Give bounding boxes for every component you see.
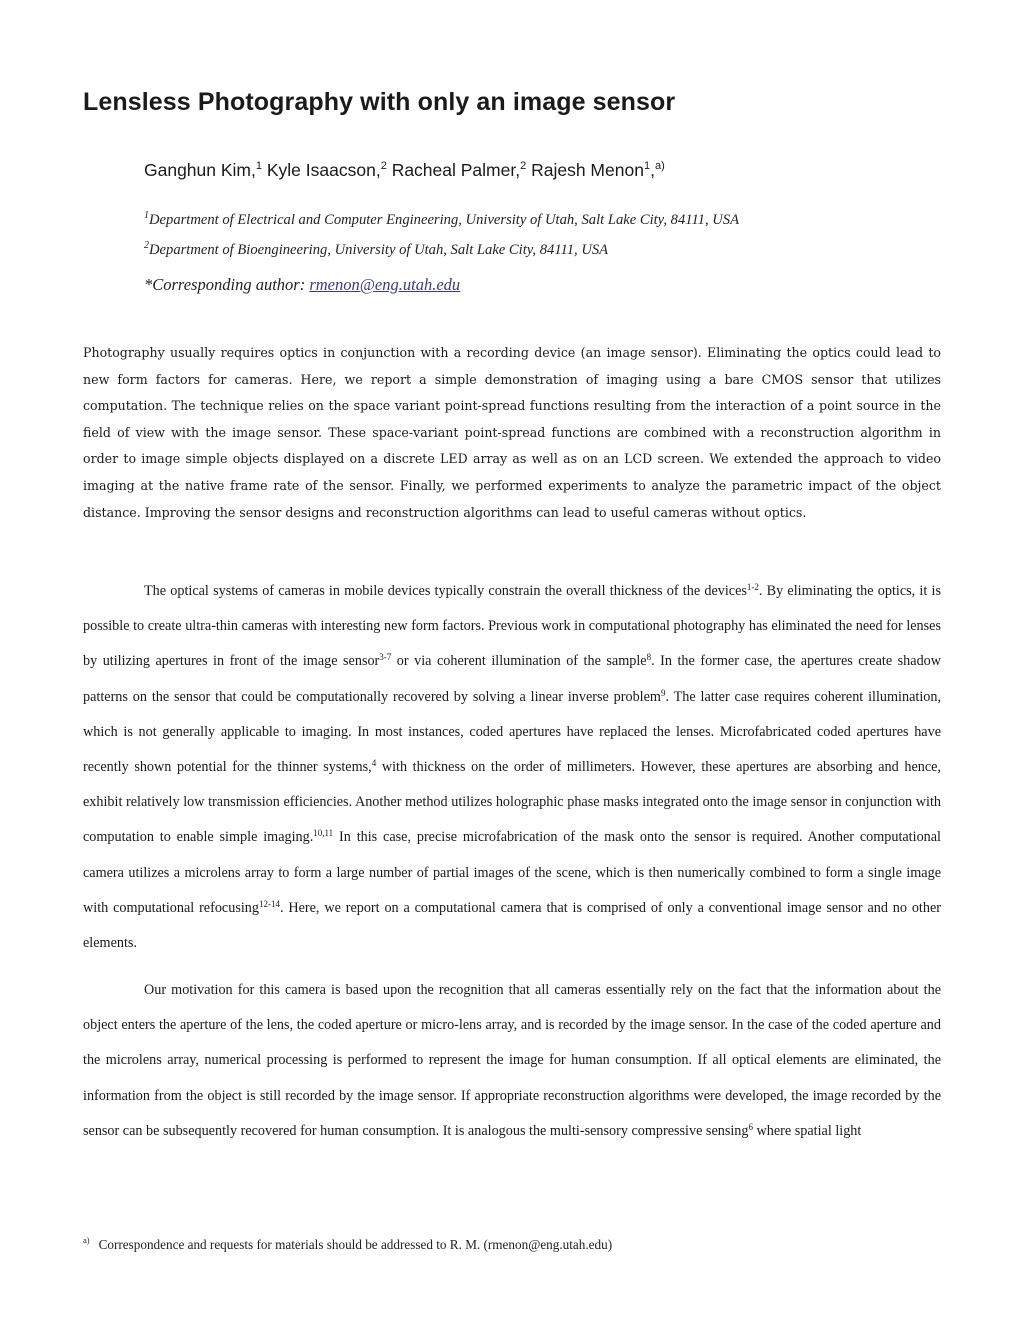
citation: 8 (646, 652, 652, 663)
text-run: . The latter case requires coherent illumination, which is not generally applicable to imaging. In most instances, coded apertures have replaced the lenses. Microfabricated coded apertures have recently shown potential for the thinner systems, (83, 688, 942, 776)
text-run: . By eliminating the optics, it is possible to create ultra-thin cameras with interesting new form factors. Previous work in computational photography has eliminated the need for lenses by utilizing apertures in front of the image sensor (83, 583, 941, 670)
text-run: with thickness on the order of millimeters. However, these apertures are absorbing and hence, exhibit relatively low transmission efficiencies. Another method utilizes holographic phase masks integrated onto the image sensor in conjunction with computation to enable simple imaging. (83, 759, 941, 846)
citation: 10,11 (313, 828, 334, 839)
text-run: or via coherent illumination of the sample (391, 653, 647, 670)
author-name: Kyle Isaacson, (266, 160, 381, 180)
author-affiliation-mark: 1 (255, 160, 262, 172)
body-paragraph-2 (83, 973, 941, 1149)
author-name: Rajesh Menon (531, 160, 644, 180)
footnote-text: Correspondence and requests for materials should be addressed to R. M. (rmenon@eng.utah.edu) (98, 1237, 613, 1252)
author-name: Ganghun Kim, (144, 160, 256, 180)
affiliation-number: 1 (144, 210, 149, 221)
author-list (144, 160, 665, 181)
affiliation-1 (144, 212, 739, 229)
footnote (83, 1237, 612, 1253)
corresponding-mark: a) (654, 160, 665, 172)
citation: 3-7 (379, 652, 392, 663)
abstract: Photography usually requires optics in conjunction with a recording device (an image sensor). Eliminating the optics could lead to new form factors for cameras. Here, we report a simple demonstration of imaging using a bare CMOS sensor that utilizes computation. The technique relies on the space variant point-spread functions resulting from the interaction of a point source in the field of view with the image sensor. These space-variant point-spread functions are combined with a reconstruction algorithm in order to image simple objects displayed on a discrete LED array as well as on an LCD screen. We extended the approach to video imaging at the native frame rate of the sensor. Finally, we performed experiments to analyze the parametric impact of the object distance. Improving the sensor designs and reconstruction algorithms can lead to useful cameras without optics. (83, 345, 941, 520)
citation: 6 (748, 1121, 753, 1132)
text-run: . Here, we report on a computational camera that is comprised of only a conventional image sensor and no other elements. (83, 899, 941, 952)
affiliation-2 (144, 242, 608, 259)
text-run: Our motivation for this camera is based upon the recognition that all cameras essentially rely on the fact that the information about the object enters the aperture of the lens, the coded aperture or micro-lens array, and is recorded by the image sensor. In the case of the coded aperture and the microlens array, numerical processing is performed to represent the image for human consumption. If all optical elements are eliminated, the information from the object is still recorded by the image sensor. If appropriate reconstruction algorithms were developed, the image recorded by the sensor can be subsequently recovered for human consumption. It is analogous the multi-sensory compressive sensing (83, 982, 941, 1139)
text-run: where spatial light (752, 1122, 862, 1139)
footnote-mark: a) (83, 1235, 90, 1245)
citation: 12-14 (258, 898, 280, 909)
text-run: In this case, precise microfabrication of the mask onto the sensor is required. Another computational camera utilizes a microlens array to form a large number of partial images of the scene, which is then numerically combined to form a single image with computational refocusing (83, 829, 941, 916)
text-run: . In the former case, the apertures create shadow patterns on the sensor that could be computationally recovered by solving a linear inverse problem (83, 653, 942, 705)
paper-title: Lensless Photography with only an image sensor (83, 88, 676, 116)
affiliation-text: Department of Bioengineering, University of Utah, Salt Lake City, 84111, USA (149, 242, 609, 258)
author-separator: , (650, 160, 655, 180)
affiliation-text: Department of Electrical and Computer Engineering, University of Utah, Salt Lake City, 84111, USA (149, 212, 740, 228)
citation: 1-2 (746, 582, 759, 592)
corresponding-label: *Corresponding author: (144, 275, 310, 294)
corresponding-author (144, 275, 460, 295)
citation: 4 (371, 758, 377, 769)
corresponding-email-link[interactable]: rmenon@eng.utah.edu (309, 275, 461, 294)
author-affiliation-mark: 2 (380, 160, 387, 172)
author-affiliation-mark: 1 (643, 160, 651, 172)
text-run: The optical systems of cameras in mobile devices typically constrain the overall thickness of the devices (144, 583, 747, 599)
body-paragraph-1 (83, 574, 941, 961)
citation: 9 (660, 687, 666, 698)
author-affiliation-mark: 2 (520, 160, 527, 172)
affiliation-number: 2 (144, 240, 149, 251)
author-name: Racheal Palmer, (391, 160, 521, 180)
